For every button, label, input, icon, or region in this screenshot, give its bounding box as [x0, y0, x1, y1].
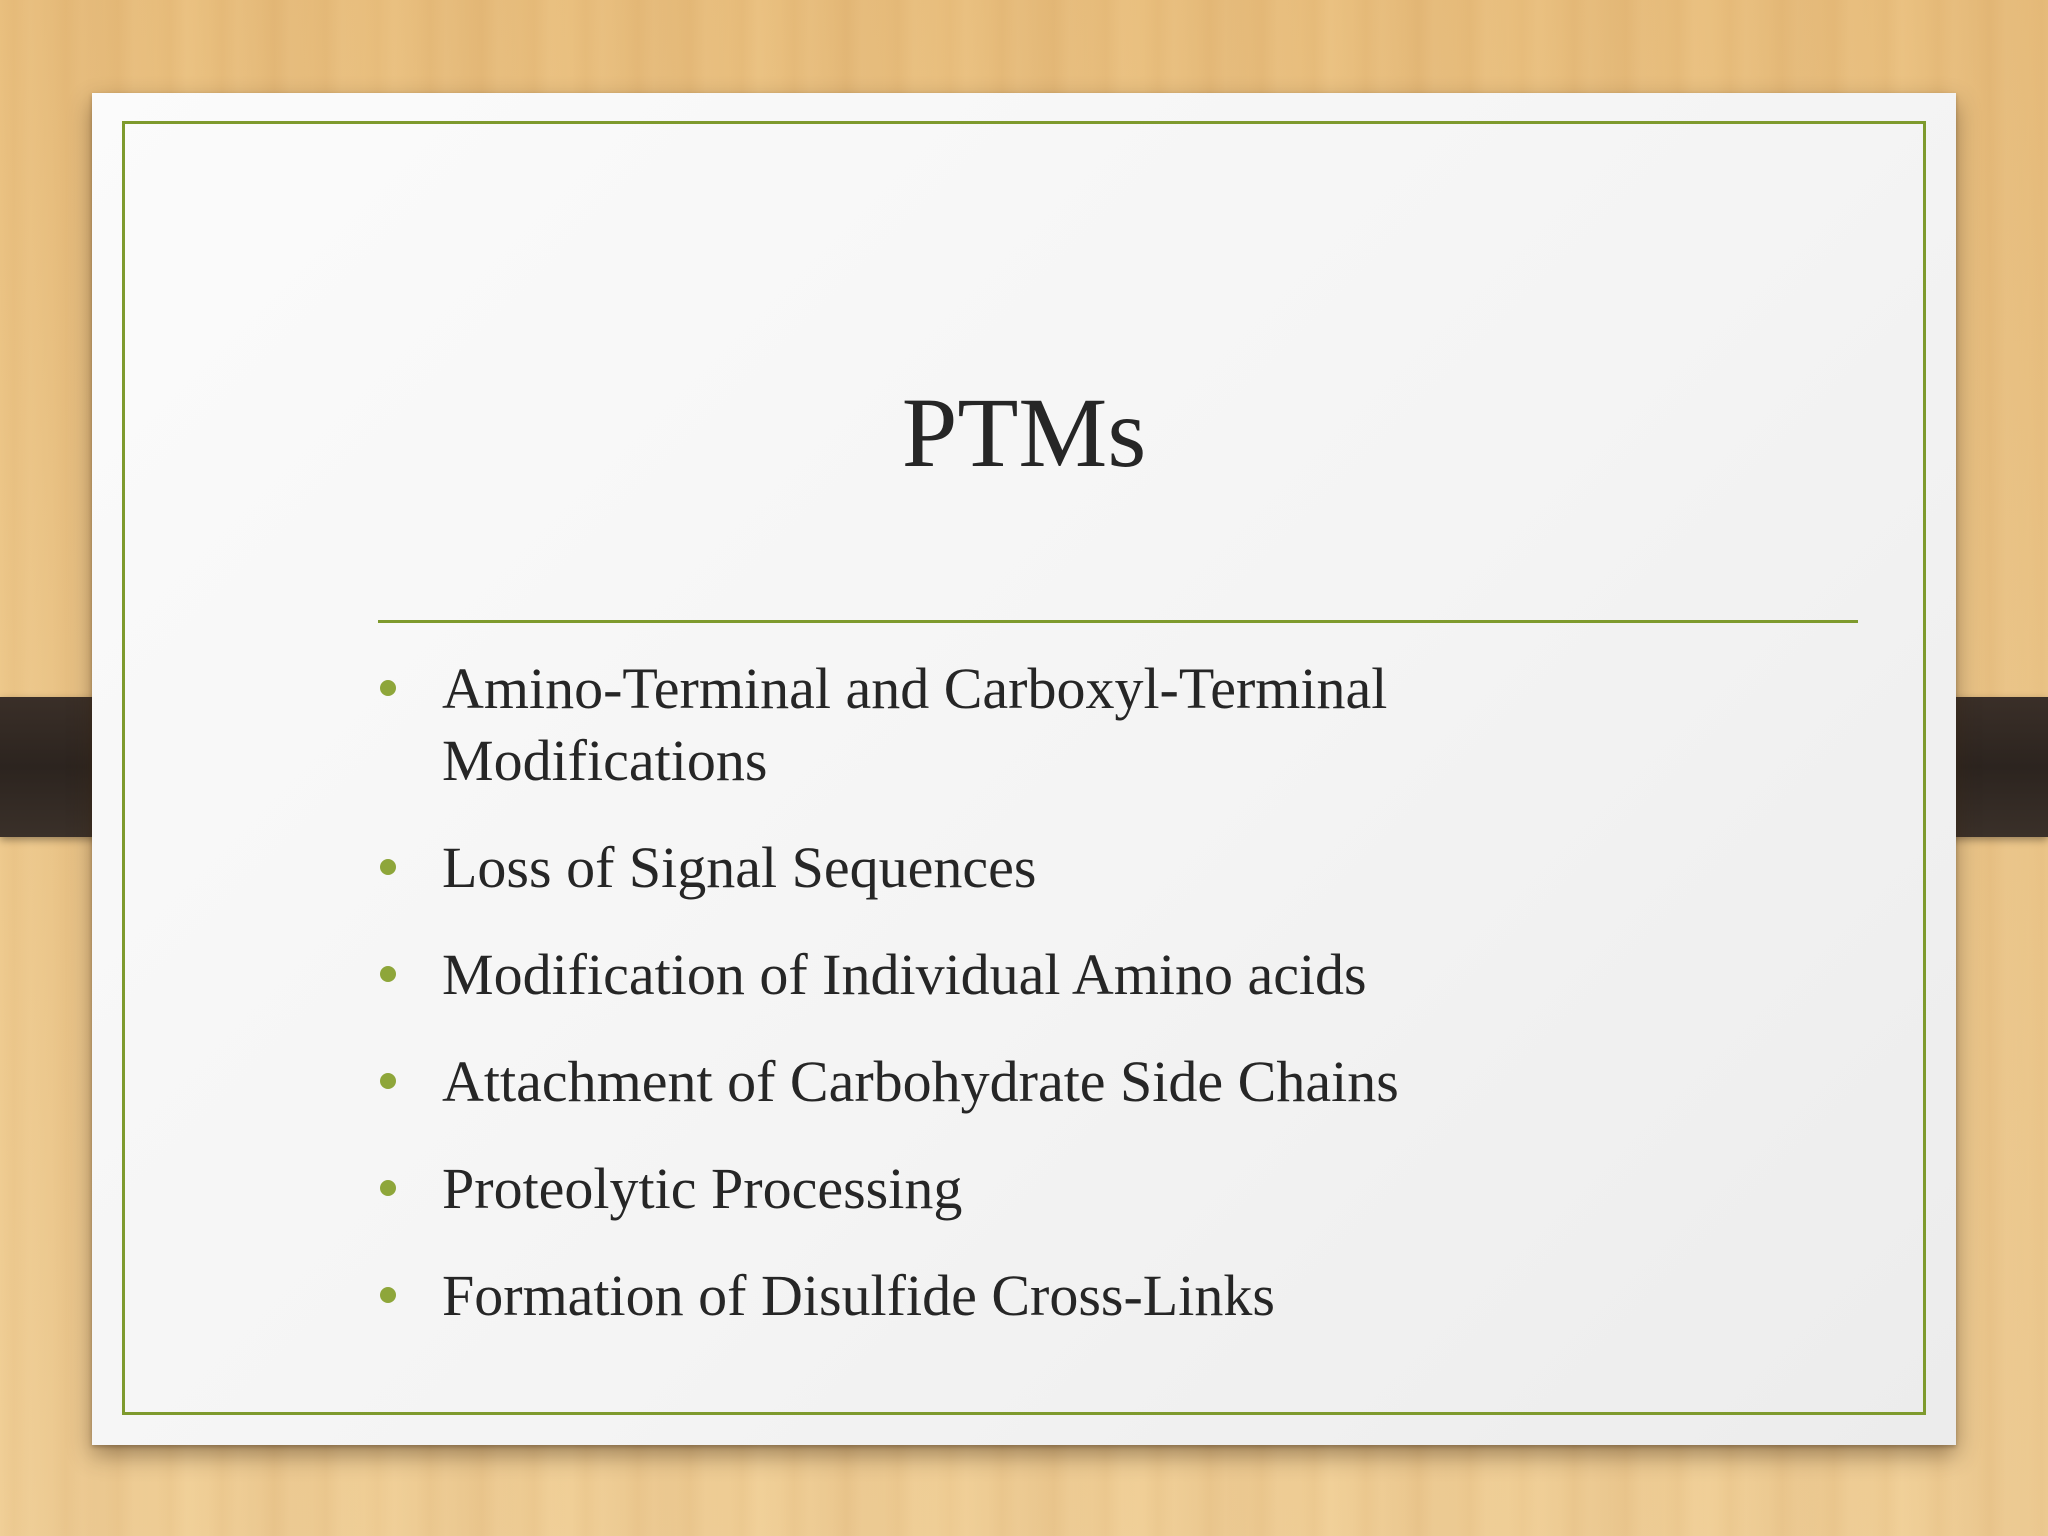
bullet-dot-icon: [380, 1073, 396, 1089]
bullet-item: [362, 653, 1662, 797]
bullet-dot-icon: [380, 1287, 396, 1303]
slide-title: PTMs: [901, 377, 1147, 488]
bullet-dot-icon: [380, 966, 396, 982]
bullet-item: [362, 1260, 1662, 1332]
bullet-list: [362, 653, 1662, 1367]
bullet-dot-icon: [380, 1180, 396, 1196]
bullet-item: [362, 1046, 1662, 1118]
bullet-text: Attachment of Carbohydrate Side Chains: [442, 1049, 1399, 1114]
bullet-text: Modification of Individual Amino acids: [442, 942, 1367, 1007]
bullet-dot-icon: [380, 680, 396, 696]
slide-card: [92, 93, 1956, 1445]
bullet-item: [362, 832, 1662, 904]
title-divider: [378, 620, 1858, 623]
bullet-dot-icon: [380, 859, 396, 875]
bullet-item: [362, 1153, 1662, 1225]
bullet-text: Formation of Disulfide Cross-Links: [442, 1263, 1275, 1328]
bullet-text: Loss of Signal Sequences: [442, 835, 1037, 900]
bullet-text: Proteolytic Processing: [442, 1156, 963, 1221]
bullet-item: [362, 939, 1662, 1011]
bullet-text: Amino-Terminal and Carboxyl-Terminal Modifications: [442, 656, 1388, 793]
